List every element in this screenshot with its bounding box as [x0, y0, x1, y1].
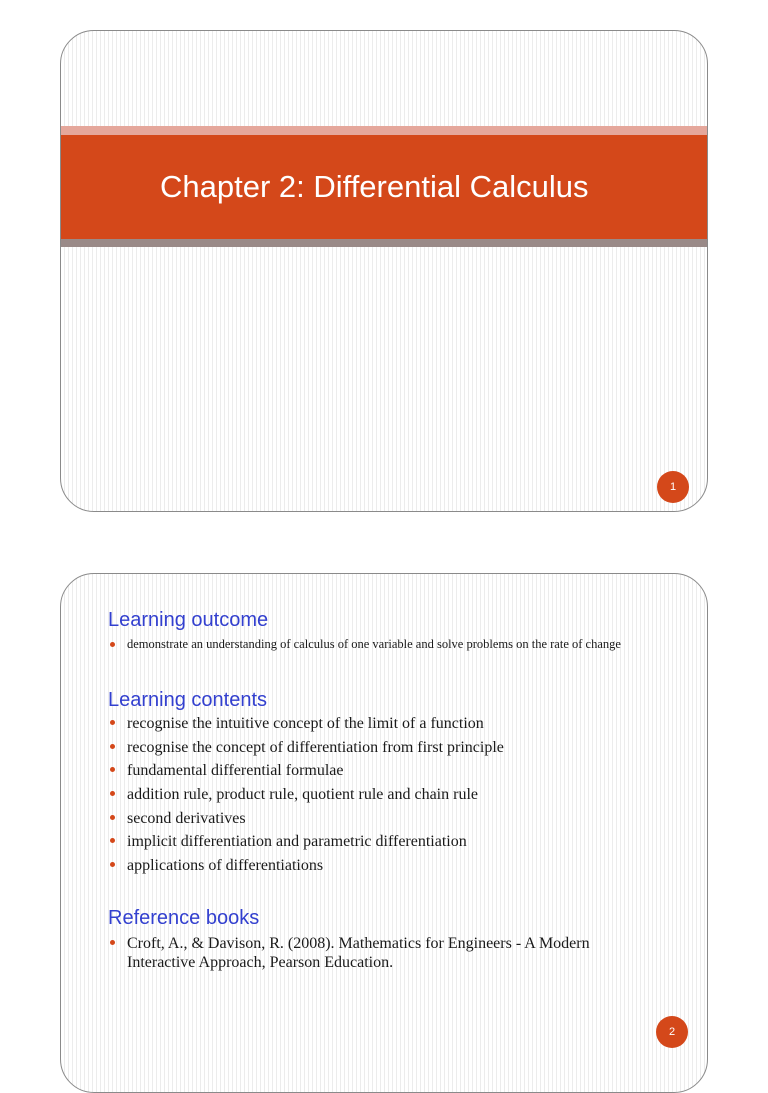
list-item-text: implicit differentiation and parametric differentiation: [127, 833, 467, 851]
list-item: [108, 856, 653, 875]
list-item-text: demonstrate an understanding of calculus of one variable and solve problems on the rate of change: [127, 637, 621, 651]
bullet-icon: [110, 862, 115, 867]
page-number-badge: 2: [656, 1016, 688, 1048]
list-item: [108, 785, 653, 804]
page-number-badge: 1: [657, 471, 689, 503]
learning-outcome-heading: Learning outcome: [108, 609, 269, 631]
bullet-icon: [110, 791, 115, 796]
list-item: [108, 738, 653, 757]
slide-1: [60, 30, 708, 512]
title-band-top-stripe: [61, 126, 707, 135]
bullet-icon: [110, 815, 115, 820]
reference-books-heading: Reference books: [108, 907, 260, 929]
list-item: [108, 934, 638, 972]
learning-contents-list: [108, 714, 653, 880]
bullet-icon: [110, 940, 115, 945]
list-item: [108, 761, 653, 780]
list-item: [108, 637, 653, 652]
list-item-text: second derivatives: [127, 809, 246, 827]
bullet-icon: [110, 744, 115, 749]
learning-contents-heading: Learning contents: [108, 689, 268, 711]
bullet-icon: [110, 838, 115, 843]
list-item-text: recognise the intuitive concept of the limit of a function: [127, 715, 484, 732]
list-item-text: recognise the concept of differentiation from first principle: [127, 738, 504, 756]
list-item-text: Croft, A., & Davison, R. (2008). Mathematics for Engineers - A Modern Interactive Approach, Pearson Education.: [127, 935, 590, 971]
list-item: [108, 832, 653, 851]
list-item: [108, 714, 653, 733]
list-item-text: applications of differentiations: [127, 857, 324, 875]
list-item-text: fundamental differential formulae: [127, 762, 344, 780]
slide-title: Chapter 2: Differential Calculus: [160, 169, 589, 204]
bullet-icon: [110, 720, 115, 725]
list-item-text: addition rule, product rule, quotient rule and chain rule: [127, 786, 478, 804]
list-item: [108, 809, 653, 828]
slide-2: [60, 573, 708, 1093]
learning-outcome-list: [108, 637, 653, 652]
bullet-icon: [110, 642, 115, 647]
bullet-icon: [110, 767, 115, 772]
title-band-bottom-stripe: [61, 239, 707, 247]
reference-books-list: [108, 934, 638, 972]
